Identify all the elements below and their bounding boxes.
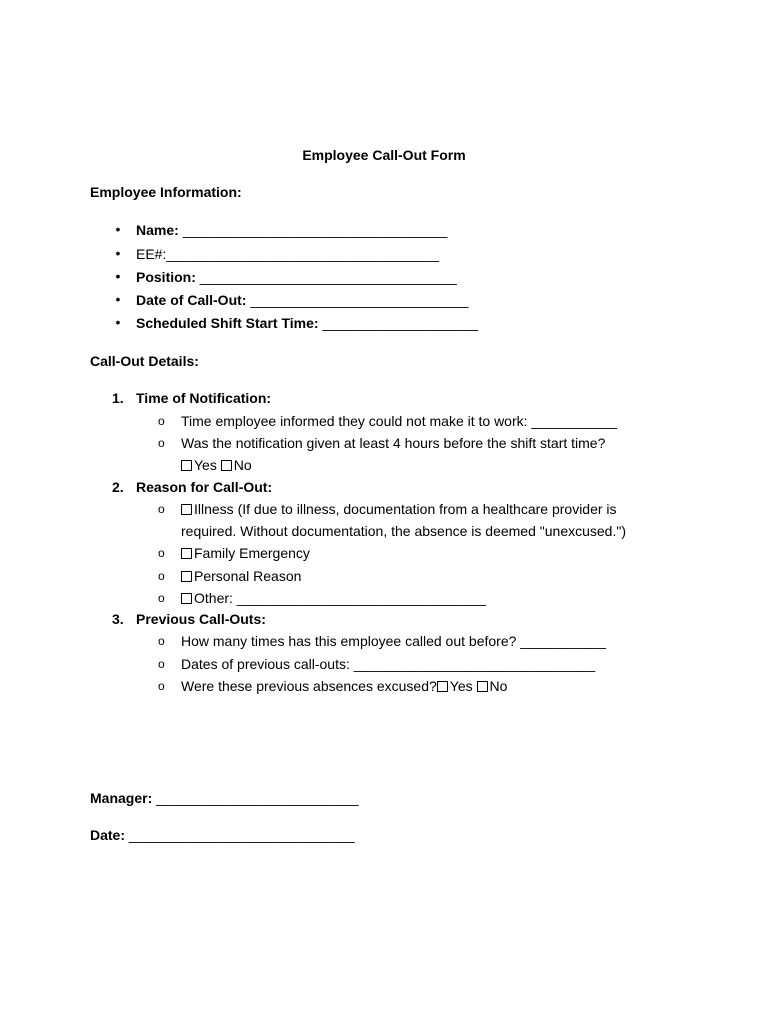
time-of-notification-label: Time of Notification: — [136, 390, 272, 406]
manager-line — [90, 789, 359, 807]
checkbox-icon[interactable] — [221, 460, 232, 471]
sub-bullet-icon: o — [158, 569, 165, 583]
reason-label: Reason for Call-Out: — [136, 479, 273, 495]
sub-bullet-icon: o — [158, 657, 165, 671]
position-label: Position: — [136, 269, 196, 285]
times-called-out-field[interactable]: How many times has this employee called out before? ___________ — [181, 633, 606, 649]
sub-bullet-icon: o — [158, 502, 165, 516]
checkbox-icon[interactable] — [181, 593, 192, 604]
date-of-callout-label: Date of Call-Out: — [136, 292, 247, 308]
bullet-icon: • — [115, 221, 121, 237]
date-label: Date: — [90, 827, 126, 843]
item-number: 1. — [112, 390, 124, 406]
sub-bullet-icon: o — [158, 591, 165, 605]
sub-bullet-icon: o — [158, 634, 165, 648]
manager-label: Manager: — [90, 790, 153, 806]
illness-label: Illness (If due to illness, documentation from a healthcare provider is — [194, 501, 617, 517]
no-option-label: No — [233, 457, 252, 473]
shift-start-field[interactable]: ____________________ — [322, 315, 479, 331]
previous-callouts-label: Previous Call-Outs: — [136, 611, 266, 627]
personal-reason-label: Personal Reason — [194, 568, 302, 584]
other-option — [181, 589, 486, 607]
item-number: 3. — [112, 611, 124, 627]
sub-bullet-icon: o — [158, 679, 165, 693]
employee-info-heading: Employee Information: — [90, 184, 242, 200]
checkbox-icon[interactable] — [181, 504, 192, 515]
name-field[interactable]: __________________________________ — [182, 222, 448, 238]
ee-label: EE#: — [136, 246, 167, 262]
bullet-icon: • — [115, 314, 121, 330]
manager-field[interactable]: __________________________ — [156, 790, 359, 806]
other-field[interactable]: Other: ________________________________ — [194, 590, 486, 606]
sub-bullet-icon: o — [158, 414, 165, 428]
form-title: Employee Call-Out Form — [302, 147, 466, 163]
date-field[interactable]: _____________________________ — [128, 827, 355, 843]
excused-question — [181, 677, 507, 695]
checkbox-icon[interactable] — [477, 681, 488, 692]
no-option-label: No — [489, 678, 508, 694]
shift-start-label: Scheduled Shift Start Time: — [136, 315, 319, 331]
checkbox-icon[interactable] — [181, 548, 192, 559]
four-hour-options — [181, 456, 252, 474]
yes-option-label: Yes — [194, 457, 217, 473]
bullet-icon: • — [115, 245, 121, 261]
illness-note: required. Without documentation, the absence is deemed "unexcused.") — [181, 523, 626, 539]
time-informed-field[interactable]: Time employee informed they could not make it to work: ___________ — [181, 413, 618, 429]
ee-field[interactable]: ___________________________________ — [166, 246, 439, 262]
callout-details-heading: Call-Out Details: — [90, 353, 199, 369]
sub-bullet-icon: o — [158, 546, 165, 560]
yes-option-label: Yes — [449, 678, 473, 694]
illness-option — [181, 500, 617, 518]
four-hour-question: Was the notification given at least 4 hours before the shift start time? — [181, 435, 606, 451]
personal-reason-option — [181, 567, 301, 585]
checkbox-icon[interactable] — [181, 571, 192, 582]
excused-question-label: Were these previous absences excused? — [181, 678, 437, 694]
bullet-icon: • — [115, 291, 121, 307]
bullet-icon: • — [115, 268, 121, 284]
family-emergency-label: Family Emergency — [194, 545, 310, 561]
date-of-callout-field[interactable]: ____________________________ — [250, 292, 469, 308]
name-label: Name: — [136, 222, 179, 238]
item-number: 2. — [112, 479, 124, 495]
sub-bullet-icon: o — [158, 436, 165, 450]
checkbox-icon[interactable] — [437, 681, 448, 692]
family-emergency-option — [181, 544, 310, 562]
checkbox-icon[interactable] — [181, 460, 192, 471]
date-line — [90, 826, 355, 844]
previous-dates-field[interactable]: Dates of previous call-outs: _______________________________ — [181, 656, 596, 672]
position-field[interactable]: _________________________________ — [199, 269, 457, 285]
